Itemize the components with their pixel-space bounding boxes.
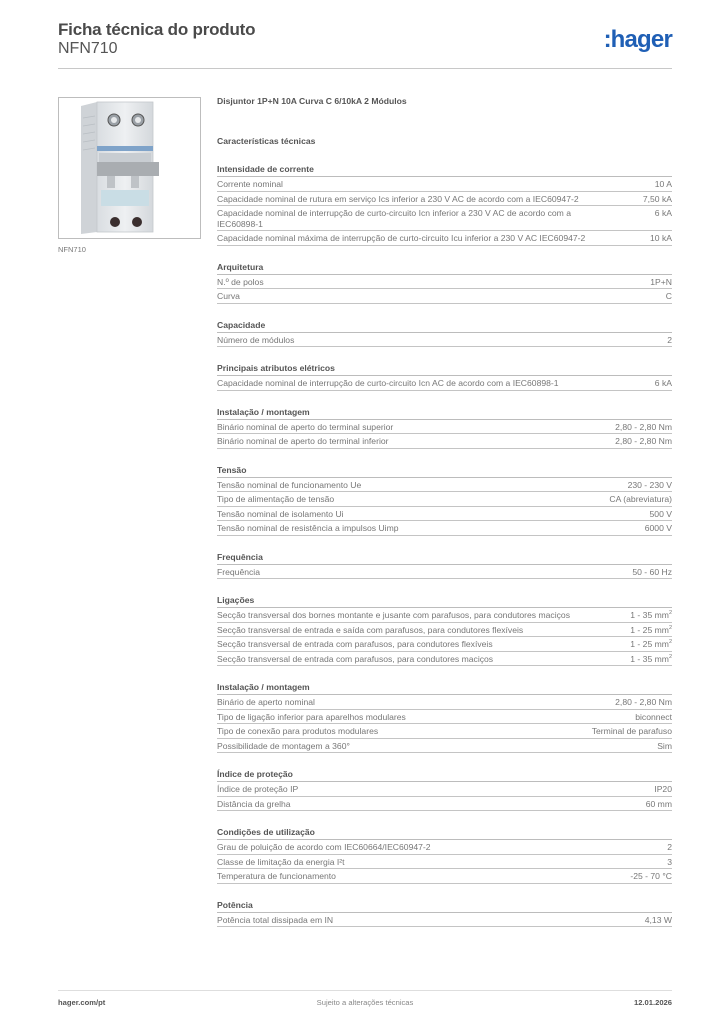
spec-value-text: IP20	[654, 784, 672, 794]
spec-row	[217, 376, 672, 391]
spec-row	[217, 623, 672, 638]
spec-row	[217, 695, 672, 710]
spec-row	[217, 478, 672, 493]
spec-group	[217, 406, 672, 449]
unit-superscript: 2	[668, 610, 672, 616]
spec-group-title: Instalação / montagem	[217, 406, 672, 420]
page-header	[58, 20, 672, 68]
spec-row	[217, 289, 672, 304]
spec-group	[217, 362, 672, 391]
spec-row	[217, 434, 672, 449]
spec-label: Binário de aperto nominal	[217, 697, 315, 707]
spec-row	[217, 637, 672, 652]
spec-group-title: Ligações	[217, 594, 672, 608]
spec-group-title: Instalação / montagem	[217, 681, 672, 695]
spec-value	[666, 291, 672, 302]
spec-row	[217, 840, 672, 855]
spec-value-text: 10 A	[654, 179, 672, 189]
spec-value-text: 2,80 - 2,80 Nm	[615, 436, 672, 446]
spec-label: Binário nominal de aperto do terminal superior	[217, 421, 394, 432]
spec-value	[615, 422, 672, 433]
spec-value	[645, 523, 672, 534]
spec-row	[217, 507, 672, 522]
spec-row	[217, 231, 672, 246]
spec-value-text: 2,80 - 2,80 Nm	[615, 697, 672, 707]
spec-value-text: 1 - 35 mm	[630, 610, 669, 620]
spec-label: Possibilidade de montagem a 360°	[217, 740, 350, 751]
spec-label: Secção transversal de entrada com parafusos, para condutores flexíveis	[217, 639, 493, 649]
spec-value	[632, 567, 672, 578]
spec-label: Capacidade nominal de interrupção de curto-circuito Icn inferior a 230 V AC de acordo com a IEC60898-1	[217, 208, 571, 229]
spec-row	[217, 492, 672, 507]
spec-label: Capacidade nominal de rutura em serviço Ics inferior a 230 V AC de acordo com a IEC60947-2	[217, 193, 579, 204]
spec-value	[630, 610, 672, 621]
product-image-caption: NFN710	[58, 245, 86, 254]
spec-value	[630, 871, 672, 882]
spec-row	[217, 420, 672, 435]
spec-label: Curva	[217, 291, 240, 301]
unit-superscript: 2	[668, 653, 672, 660]
spec-row	[217, 913, 672, 928]
spec-value-text: Terminal de parafuso	[591, 726, 672, 736]
spec-value-text: 2	[667, 334, 672, 345]
spec-value-text: 6 kA	[654, 378, 672, 388]
spec-value-text: C	[665, 291, 672, 301]
spec-value	[654, 784, 672, 795]
spec-value-text: 1 - 25 mm	[630, 639, 669, 649]
spec-group	[217, 899, 672, 928]
spec-row	[217, 782, 672, 797]
header-divider	[58, 68, 672, 69]
spec-value	[667, 857, 672, 868]
spec-value-text: 60 mm	[645, 798, 672, 809]
spec-label: Distância da grelha	[217, 798, 291, 809]
page-title: Ficha técnica do produto	[58, 20, 256, 39]
spec-value-text: 6 kA	[654, 208, 672, 218]
spec-row	[217, 275, 672, 290]
spec-value-text: 4,13 W	[644, 914, 672, 925]
spec-value-text: CA (abreviatura)	[609, 494, 672, 504]
spec-label: Capacidade nominal máxima de interrupção de curto-circuito Icu inferior a 230 V AC IEC60947-2	[217, 233, 586, 243]
spec-label: Binário nominal de aperto do terminal inferior	[217, 436, 389, 446]
spec-label: N.º de polos	[217, 276, 264, 287]
spec-value-text: 1 - 35 mm	[630, 653, 669, 664]
spec-groups	[217, 163, 672, 927]
spec-value-text: Sim	[657, 740, 672, 751]
spec-value-text: biconnect	[635, 711, 672, 722]
spec-value	[650, 233, 672, 244]
spec-row	[217, 869, 672, 884]
spec-value-text: -25 - 70 °C	[630, 871, 672, 881]
spec-value-text: 500 V	[649, 508, 672, 519]
spec-group	[217, 319, 672, 348]
spec-value-text: 2,80 - 2,80 Nm	[615, 421, 672, 432]
product-code: NFN710	[58, 40, 118, 57]
spec-value	[630, 625, 672, 636]
spec-group-title: Condições de utilização	[217, 826, 672, 840]
spec-value	[646, 799, 672, 810]
spec-label: Secção transversal dos bornes montante e jusante com parafusos, para condutores maciços	[217, 610, 571, 620]
spec-value-text: 6000 V	[644, 523, 672, 533]
footer-date: 12.01.2026	[633, 998, 672, 1007]
spec-group-title: Arquitetura	[217, 261, 672, 275]
spec-group	[217, 464, 672, 536]
spec-row	[217, 855, 672, 870]
spec-label: Secção transversal de entrada com parafusos, para condutores maciços	[217, 653, 494, 664]
spec-value	[630, 654, 672, 665]
spec-label: Tensão nominal de isolamento Ui	[217, 508, 344, 519]
spec-label: Potência total dissipada em IN	[217, 914, 334, 925]
spec-label: Tipo de ligação inferior para aparelhos modulares	[217, 711, 406, 722]
spec-label: Classe de limitação da energia I²t	[217, 856, 345, 867]
spec-row	[217, 521, 672, 536]
spec-value	[630, 639, 672, 650]
spec-value-text: 230 - 230 V	[627, 479, 672, 490]
spec-group-title: Tensão	[217, 464, 672, 478]
spec-value	[615, 697, 672, 708]
spec-group	[217, 826, 672, 884]
spec-value	[615, 436, 672, 447]
footer-website[interactable]: hager.com/pt	[58, 998, 106, 1007]
spec-value	[645, 915, 672, 926]
spec-value	[643, 194, 672, 205]
spec-row	[217, 797, 672, 812]
spec-value	[667, 842, 672, 853]
spec-value	[650, 509, 672, 520]
spec-label: Índice de proteção IP	[217, 784, 299, 794]
spec-label: Número de módulos	[217, 334, 295, 345]
spec-value	[655, 208, 672, 229]
spec-value-text: 7,50 kA	[642, 193, 672, 204]
spec-label: Corrente nominal	[217, 179, 283, 189]
spec-value-text: 2	[667, 842, 672, 852]
footer-divider	[58, 990, 672, 991]
spec-row	[217, 333, 672, 348]
spec-row	[217, 710, 672, 725]
spec-group	[217, 681, 672, 753]
spec-content	[217, 95, 672, 927]
spec-value	[667, 335, 672, 346]
spec-label: Tipo de conexão para produtos modulares	[217, 726, 379, 736]
logo-text: hager	[610, 26, 672, 53]
spec-label: Capacidade nominal de interrupção de curto-circuito Icn AC de acordo com a IEC60898-1	[217, 378, 559, 388]
spec-group	[217, 594, 672, 666]
spec-value	[655, 179, 672, 190]
spec-group-title: Frequência	[217, 551, 672, 565]
section-heading: Características técnicas	[217, 136, 316, 146]
spec-value	[650, 277, 672, 288]
spec-row	[217, 565, 672, 580]
spec-group	[217, 551, 672, 580]
spec-label: Tipo de alimentação de tensão	[217, 494, 335, 504]
spec-label: Secção transversal de entrada e saída com parafusos, para condutores flexíveis	[217, 624, 524, 635]
spec-row	[217, 739, 672, 754]
spec-row	[217, 192, 672, 207]
spec-row	[217, 724, 672, 739]
spec-value	[609, 494, 672, 505]
spec-label: Tensão nominal de resistência a impulsos Uimp	[217, 523, 399, 533]
spec-group	[217, 163, 672, 246]
spec-row	[217, 177, 672, 192]
spec-label: Grau de poluição de acordo com IEC60664/IEC60947-2	[217, 842, 431, 852]
spec-group-title: Potência	[217, 899, 672, 913]
spec-value	[592, 726, 672, 737]
spec-value-text: 3	[667, 856, 672, 867]
spec-group	[217, 261, 672, 304]
spec-group-title: Capacidade	[217, 319, 672, 333]
product-description: Disjuntor 1P+N 10A Curva C 6/10kA 2 Módulos	[217, 96, 407, 106]
spec-label: Frequência	[217, 566, 260, 577]
spec-value-text: 1P+N	[650, 276, 672, 287]
spec-row	[217, 608, 672, 623]
spec-label: Tensão nominal de funcionamento Ue	[217, 479, 362, 490]
hager-logo	[604, 26, 672, 54]
logo-colon: :	[603, 26, 611, 53]
spec-value	[655, 378, 672, 389]
unit-superscript: 2	[668, 639, 672, 645]
spec-row	[217, 206, 672, 231]
footer-disclaimer: Sujeito a alterações técnicas	[316, 998, 414, 1007]
spec-row	[217, 652, 672, 667]
spec-group-title: Intensidade de corrente	[217, 163, 672, 177]
spec-value-text: 1 - 25 mm	[630, 624, 669, 635]
spec-value	[628, 480, 672, 491]
spec-group-title: Índice de proteção	[217, 768, 672, 782]
product-image	[58, 97, 201, 239]
spec-label: Temperatura de funcionamento	[217, 871, 336, 881]
unit-superscript: 2	[668, 624, 672, 631]
spec-value-text: 10 kA	[650, 233, 672, 243]
spec-group	[217, 768, 672, 811]
circuit-breaker-illustration	[59, 98, 200, 238]
spec-group-title: Principais atributos elétricos	[217, 362, 672, 376]
spec-value	[635, 712, 672, 723]
spec-value-text: 50 - 60 Hz	[632, 566, 672, 577]
spec-value	[657, 741, 672, 752]
